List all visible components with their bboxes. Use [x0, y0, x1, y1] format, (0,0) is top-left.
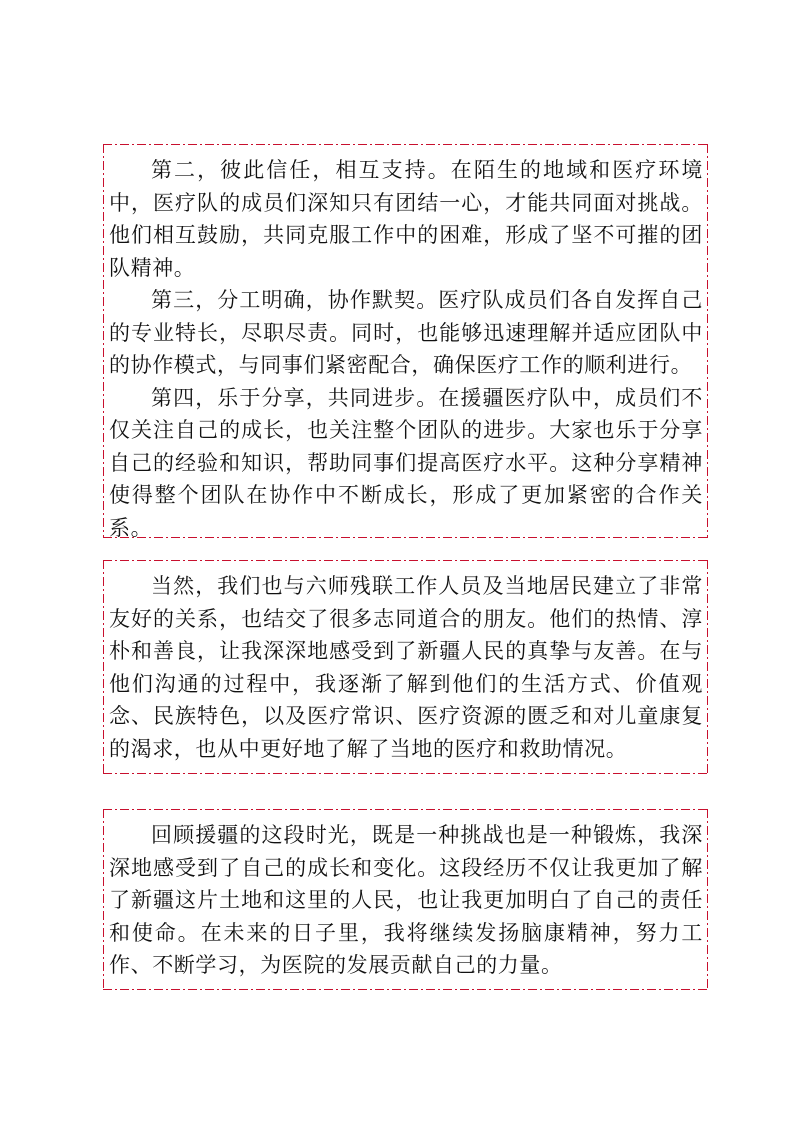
text-box-teamwork	[103, 144, 708, 538]
paragraph-reflection: 回顾援疆的这段时光，既是一种挑战也是一种锻炼，我深深地感受到了自己的成长和变化。这段经历不仅让我更加了解了新疆这片土地和这里的人民，也让我更加明白了自己的责任和使命。在未来的日子里，我将继续发扬脑康精神，努力工作、不断学习，为医院的发展贡献自己的力量。	[109, 823, 703, 977]
text-box-content	[103, 809, 708, 982]
paragraph-local-friendship: 当然，我们也与六师残联工作人员及当地居民建立了非常友好的关系，也结交了很多志同道合的朋友。他们的热情、淳朴和善良，让我深深地感受到了新疆人民的真挚与友善。在与他们沟通的过程中，我逐渐了解到他们的生活方式、价值观念、民族特色，以及医疗常识、医疗资源的匮乏和对儿童康复的渴求，也从中更好地了解了当地的医疗和救助情况。	[109, 574, 703, 761]
paragraph-mutual-trust: 第二，彼此信任，相互支持。在陌生的地域和医疗环境中，医疗队的成员们深知只有团结一心，才能共同面对挑战。他们相互鼓励，共同克服工作中的困难，形成了坚不可摧的团队精神。	[109, 158, 703, 280]
text-box-local-relations	[103, 560, 708, 774]
paragraph-sharing-progress: 第四，乐于分享，共同进步。在援疆医疗队中，成员们不仅关注自己的成长，也关注整个团队的进步。大家也乐于分享自己的经验和知识，帮助同事们提高医疗水平。这种分享精神使得整个团队在协作中不断成长，形成了更加紧密的合作关系。	[109, 385, 703, 540]
text-box-content	[103, 560, 708, 765]
text-box-content	[103, 144, 708, 544]
text-box-reflection	[103, 809, 708, 990]
paragraph-clear-division: 第三，分工明确，协作默契。医疗队成员们各自发挥自己的专业特长，尽职尽责。同时，也能够迅速理解并适应团队中的协作模式，与同事们紧密配合，确保医疗工作的顺利进行。	[109, 288, 703, 377]
